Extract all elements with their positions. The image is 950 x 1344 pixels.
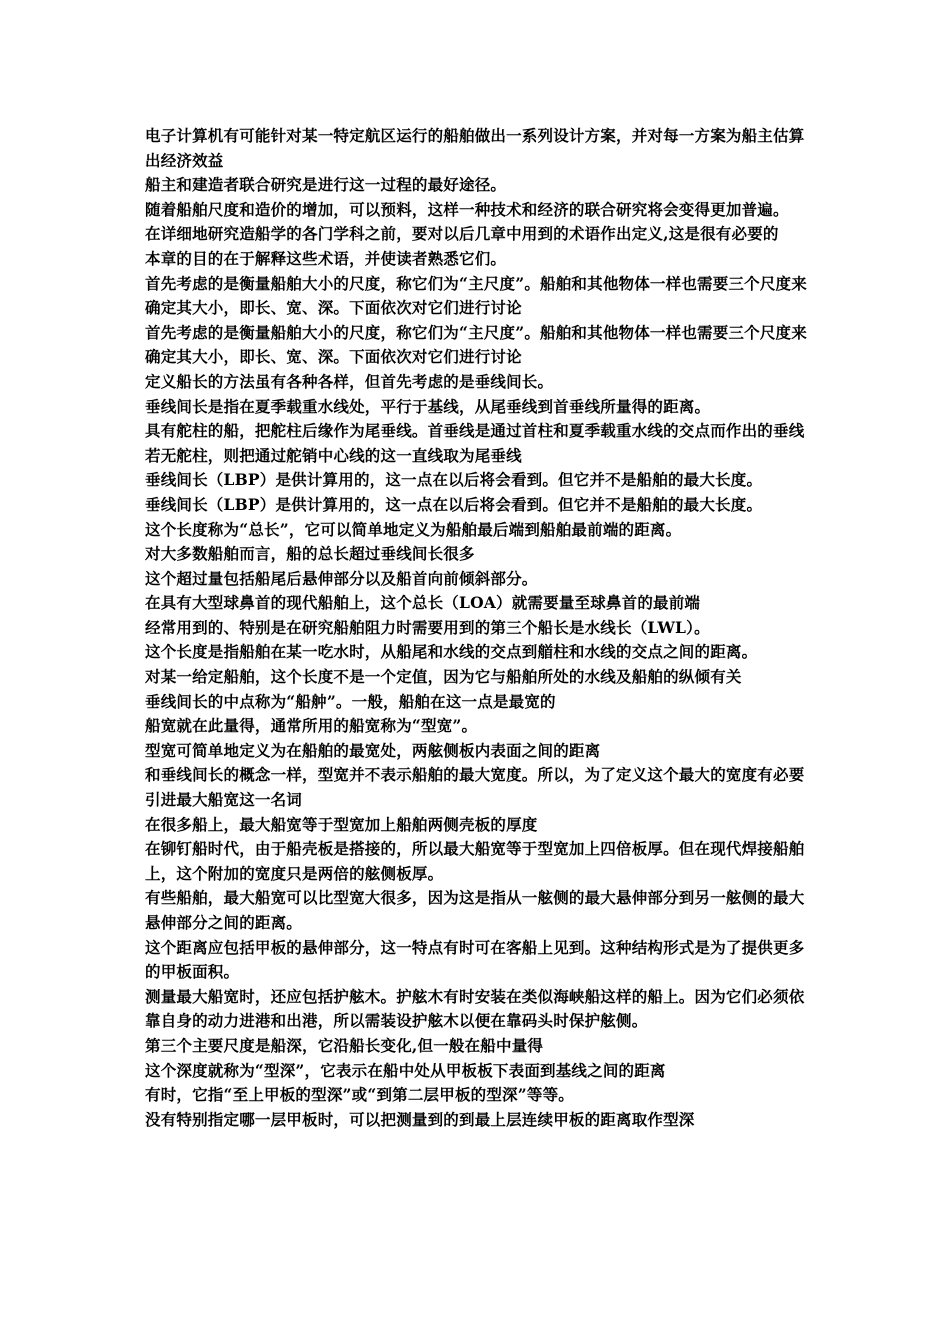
paragraph-2: 船主和建造者联合研究是进行这一过程的最好途径。 <box>145 175 507 195</box>
paragraph-24: 和垂线间长的概念一样，型宽并不表示船舶的最大宽度。所以，为了定义这个最大的宽度有必要引进最大船宽这一名词 <box>145 765 805 810</box>
paragraph-16: 这个超过量包括船尾后悬伸部分以及船首向前倾斜部分。 <box>145 568 538 588</box>
paragraph-11: 若无舵柱，则把通过舵销中心线的这一直线取为尾垂线 <box>145 445 522 465</box>
paragraph-1: 电子计算机有可能针对某一特定航区运行的船舶做出一系列设计方案，并对每一方案为船主估算出经济效益 <box>145 126 805 170</box>
paragraph-13: 垂线间长（LBP）是供计算用的，这一点在以后将会看到。但它并不是船舶的最大长度。 <box>145 494 763 514</box>
paragraph-8: 定义船长的方法虽有各种各样，但首先考虑的是垂线间长。 <box>145 371 554 391</box>
paragraph-9: 垂线间长是指在夏季载重水线处，平行于基线，从尾垂线到首垂线所量得的距离。 <box>145 396 711 416</box>
paragraph-29: 测量最大船宽时，还应包括护舷木。护舷木有时安装在类似海峡船这样的船上。因为它们必须依靠自身的动力进港和出港，所以需装设护舷木以便在靠码头时保护舷侧。 <box>145 986 805 1031</box>
paragraph-20: 对某一给定船舶，这个长度不是一个定值，因为它与船舶所处的水线及船舶的纵倾有关 <box>145 667 742 687</box>
document-body <box>145 124 810 1132</box>
paragraph-30: 第三个主要尺度是船深，它沿船长变化,但一般在船中量得 <box>145 1035 544 1055</box>
paragraph-12: 垂线间长（LBP）是供计算用的，这一点在以后将会看到。但它并不是船舶的最大长度。 <box>145 470 763 490</box>
paragraph-23: 型宽可简单地定义为在船舶的最宽处，两舷侧板内表面之间的距离 <box>145 740 601 760</box>
paragraph-14: 这个长度称为“总长”，它可以简单地定义为船舶最后端到船舶最前端的距离。 <box>145 519 682 539</box>
paragraph-19: 这个长度是指船舶在某一吃水时，从船尾和水线的交点到艏柱和水线的交点之间的距离。 <box>145 642 758 662</box>
paragraph-25: 在很多船上，最大船宽等于型宽加上船舶两侧壳板的厚度 <box>145 814 538 834</box>
paragraph-26: 在铆钉船时代，由于船壳板是搭接的，所以最大船宽等于型宽加上四倍板厚。但在现代焊接船舶上，这个附加的宽度只是两倍的舷侧板厚。 <box>145 839 805 883</box>
paragraph-10: 具有舵柱的船，把舵柱后缘作为尾垂线。首垂线是通过首柱和夏季载重水线的交点而作出的垂线 <box>145 421 805 441</box>
paragraph-17: 在具有大型球鼻首的现代船舶上，这个总长（LOA）就需要量至球鼻首的最前端 <box>145 593 701 613</box>
paragraph-18: 经常用到的、特别是在研究船舶阻力时需要用到的第三个船长是水线长（LWL）。 <box>145 617 710 637</box>
paragraph-3: 随着船舶尺度和造价的增加，可以预料，这样一种技术和经济的联合研究将会变得更加普遍。 <box>145 199 789 219</box>
paragraph-21: 垂线间长的中点称为“船舯”。一般，船舶在这一点是最宽的 <box>145 691 556 711</box>
paragraph-5: 本章的目的在于解释这些术语，并使读者熟悉它们。 <box>145 248 507 268</box>
paragraph-33: 没有特别指定哪一层甲板时，可以把测量到的到最上层连续甲板的距离取作型深 <box>145 1109 695 1129</box>
paragraph-7: 首先考虑的是衡量船舶大小的尺度，称它们为“主尺度”。船舶和其他物体一样也需要三个尺度来确定其大小，即长、宽、深。下面依次对它们进行讨论 <box>145 322 807 367</box>
paragraph-4: 在详细地研究造船学的各门学科之前，要对以后几章中用到的术语作出定义,这是很有必要的 <box>145 224 779 244</box>
paragraph-32: 有时，它指“至上甲板的型深”或“到第二层甲板的型深”等等。 <box>145 1085 574 1105</box>
paragraph-31: 这个深度就称为“型深”，它表示在船中处从甲板板下表面到基线之间的距离 <box>145 1060 666 1080</box>
paragraph-27: 有些船舶，最大船宽可以比型宽大很多，因为这是指从一舷侧的最大悬伸部分到另一舷侧的最大悬伸部分之间的距离。 <box>145 888 805 932</box>
paragraph-15: 对大多数船舶而言，船的总长超过垂线间长很多 <box>145 544 475 564</box>
paragraph-28: 这个距离应包括甲板的悬伸部分，这一特点有时可在客船上见到。这种结构形式是为了提供更多的甲板面积。 <box>145 937 805 982</box>
paragraph-6: 首先考虑的是衡量船舶大小的尺度，称它们为“主尺度”。船舶和其他物体一样也需要三个尺度来确定其大小，即长、宽、深。下面依次对它们进行讨论 <box>145 273 807 318</box>
paragraph-22: 船宽就在此量得，通常所用的船宽称为“型宽”。 <box>145 716 478 736</box>
